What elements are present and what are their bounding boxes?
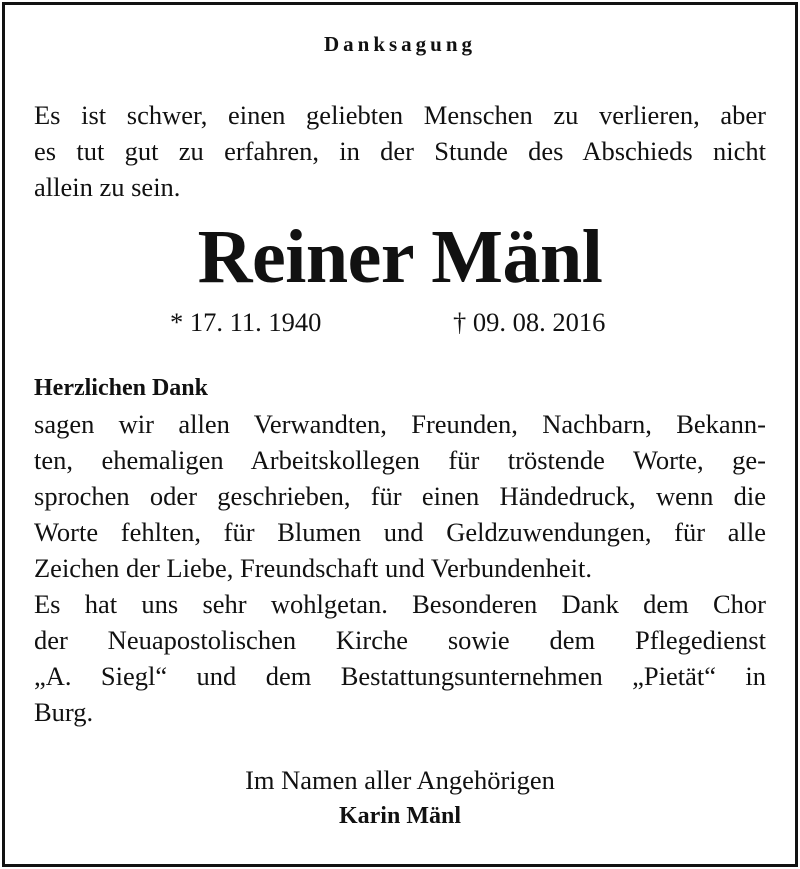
birth-date: * 17. 11. 1940	[170, 307, 322, 337]
body-line: ten, ehemaligen Arbeitskollegen für tröstende Worte, ge-	[34, 445, 766, 475]
deceased-name: Reiner Mänl	[197, 215, 603, 299]
body-line: der Neuapostolischen Kirche sowie dem Pflegedienst	[34, 625, 766, 655]
intro-line: Es ist schwer, einen geliebten Menschen zu verlieren, aber	[34, 100, 766, 130]
body-line: Es hat uns sehr wohlgetan. Besonderen Dank dem Chor	[34, 589, 766, 619]
closing-line: Im Namen aller Angehörigen	[245, 765, 555, 795]
body-line: Zeichen der Liebe, Freundschaft und Verbundenheit.	[34, 553, 593, 583]
body-line: „A. Siegl“ und dem Bestattungsunternehmen „Pietät“ in	[34, 661, 766, 691]
intro-line: allein zu sein.	[34, 172, 181, 202]
intro-line: es tut gut zu erfahren, in der Stunde des Abschieds nicht	[34, 136, 766, 166]
special-thanks-body	[34, 586, 766, 730]
death-date: † 09. 08. 2016	[453, 307, 606, 337]
thanks-body	[34, 406, 766, 586]
intro-text	[34, 97, 766, 205]
signer-name: Karin Mänl	[338, 803, 461, 829]
body-line: sprochen oder geschrieben, für einen Händedruck, wenn die	[34, 481, 766, 511]
body-line: sagen wir allen Verwandten, Freunden, Nachbarn, Bekann-	[34, 409, 766, 439]
body-line: Worte fehlten, für Blumen und Geldzuwendungen, für alle	[34, 517, 766, 547]
body-line: Burg.	[34, 697, 94, 727]
notice-heading: Danksagung	[323, 32, 477, 56]
thanks-heading: Herzlichen Dank	[34, 375, 208, 401]
